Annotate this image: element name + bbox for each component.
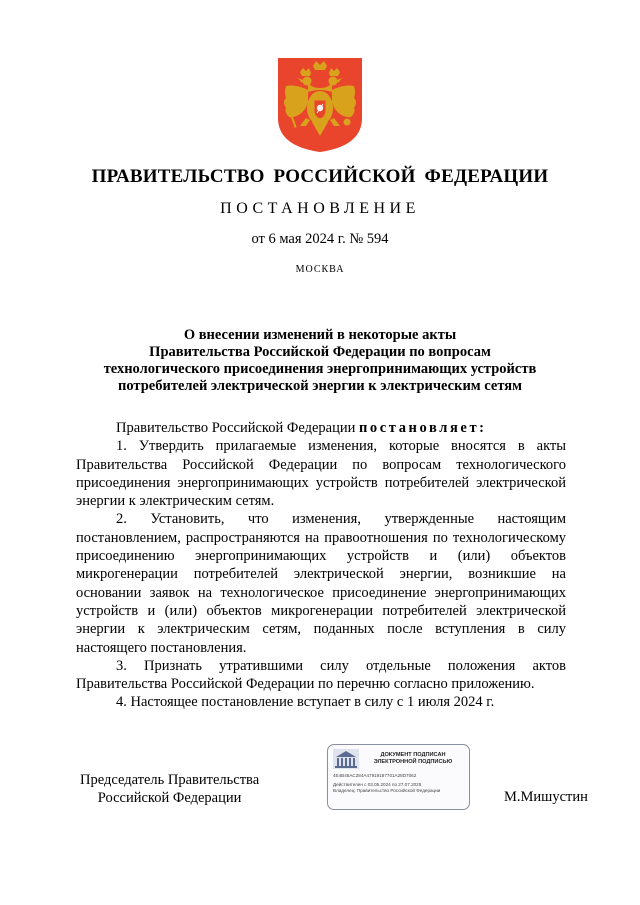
signatory-position [80, 771, 259, 807]
coat-of-arms-emblem [276, 56, 364, 154]
coat-of-arms-icon [276, 56, 364, 154]
position-line: Российской Федерации [97, 790, 242, 806]
subject-line: О внесении изменений в некоторые акты [183, 327, 457, 343]
document-type: ПОСТАНОВЛЕНИЕ [220, 200, 420, 217]
stamp-certificate: 4E4B46AC284A47919187701A28D7062 [333, 773, 417, 778]
body-item-4: 4. Настоящее постановление вступает в силу с 1 июля 2024 г. [116, 694, 495, 711]
document-subject [60, 327, 580, 395]
stamp-owner: Владелец: Правительство Российской Федерации [333, 788, 441, 793]
government-building-icon [333, 749, 359, 769]
stamp-heading-line: ДОКУМЕНТ ПОДПИСАН [380, 752, 446, 758]
subject-line: потребителей электрической энергии к электрическим сетям [118, 378, 522, 394]
stamp-heading [360, 752, 466, 766]
resolves-word: постановляет: [358, 420, 487, 436]
body-item-1: 1. Утвердить прилагаемые изменения, которые вносятся в акты Правительства Российской Федерации по вопросам технологического присоединения энергопринимающих устройств потребителей электрической энергии к электрическим сетям. [76, 438, 566, 510]
document-body [76, 419, 566, 712]
body-item-2: 2. Установить, что изменения, утвержденные настоящим постановлением, распространяются на правоотношения по технологическому присоединению энергопринимающих устройств и (или) объектов микрогенерации потребителей электрической энергии, возникшие на основании заявок на технологическое присоединение энергопринимающих устройств и (или) объектов микрогенерации потребителей электрической энергии к электрическим сетям, поданных после вступления в силу настоящего постановления. [76, 511, 566, 656]
signatory-name: М.Мишустин [504, 789, 588, 805]
government-title: ПРАВИТЕЛЬСТВО РОССИЙСКОЙ ФЕДЕРАЦИИ [91, 166, 549, 187]
subject-line: Правительства Российской Федерации по вопросам [149, 344, 491, 360]
stamp-heading-line: ЭЛЕКТРОННОЙ ПОДПИСЬЮ [373, 759, 453, 765]
subject-line: технологического присоединения энергопринимающих устройств [103, 361, 537, 377]
document-date-number: от 6 мая 2024 г. № 594 [251, 231, 389, 247]
electronic-signature-stamp [327, 744, 470, 810]
document-city: МОСКВА [295, 264, 345, 275]
stamp-validity: Действителен с 03.05.2024 по 27.07.2025 [333, 782, 422, 787]
body-item-3: 3. Признать утратившими силу отдельные положения актов Правительства Российской Федерации по перечню согласно приложению. [76, 657, 566, 693]
position-line: Председатель Правительства [80, 772, 260, 788]
lead-paragraph [76, 419, 566, 437]
lead-text: Правительство Российской Федерации [116, 420, 359, 436]
